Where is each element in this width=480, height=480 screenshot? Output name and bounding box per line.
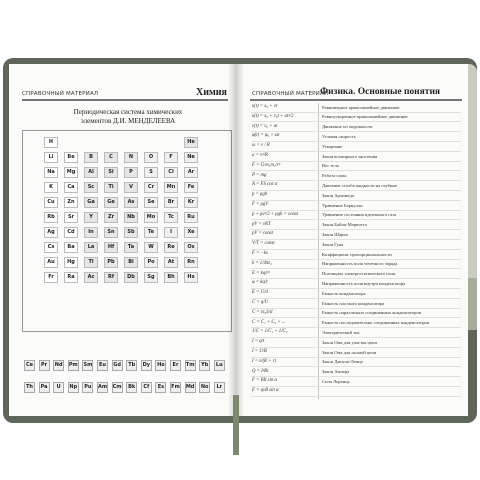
element-cell: Mg [64, 167, 78, 178]
formula-label: Емкость плоского конденсатора [322, 300, 385, 306]
element-cell: Sg [144, 272, 158, 283]
formula-label: Равномерное прямолинейное движение [322, 104, 400, 110]
formula-label: Угловая скорость [322, 133, 356, 139]
lanthanide-cell: Sm [82, 360, 93, 371]
formula-row-rule [251, 249, 461, 250]
element-cell: Nb [124, 212, 138, 223]
element-cell: Zr [104, 212, 118, 223]
actinide-cell: Cm [112, 382, 123, 393]
formula-row-rule [251, 180, 461, 181]
element-cell: Ba [64, 242, 78, 253]
left-header-small: СПРАВОЧНЫЙ МАТЕРИАЛ [22, 91, 99, 97]
formula: x(t) = x₀ + vt [252, 104, 278, 109]
formula-row-rule [251, 112, 461, 113]
formula-label: Работа силы [322, 173, 347, 179]
formula-row-rule [251, 396, 461, 397]
element-cell: Ar [184, 167, 198, 178]
element-cell: Cl [164, 167, 178, 178]
formula-label: Закон всемирного тяготения [322, 153, 378, 159]
formula: P = mg [252, 172, 267, 178]
formula: Q = I²Rt [252, 368, 269, 374]
periodic-table-title [28, 108, 228, 126]
element-cell: N [124, 152, 138, 163]
formula-label: Закон Ампера [322, 369, 350, 375]
element-cell: Tc [164, 212, 178, 223]
lanthanide-cell: Ce [24, 360, 35, 371]
formula-row-rule [251, 161, 461, 162]
formula-row-rule [251, 386, 461, 387]
element-cell: He [184, 137, 198, 148]
element-cell: Mo [144, 212, 158, 223]
right-header-title: Физика. Основные понятия [320, 87, 441, 97]
element-cell: Bi [124, 257, 138, 268]
formula: pV = νRT [252, 221, 271, 227]
element-cell: Rb [44, 212, 58, 223]
formula-row-rule [251, 357, 461, 358]
formula-row-rule [251, 288, 461, 289]
element-cell: Pb [104, 257, 118, 268]
formula-label: Напряженность поля точечного заряда [322, 261, 398, 267]
element-cell: Be [64, 152, 78, 163]
element-cell: Rf [104, 272, 118, 283]
actinide-cell: Pa [39, 382, 50, 393]
element-cell: O [144, 152, 158, 163]
formula-row-rule [251, 317, 461, 318]
element-cell: Au [44, 257, 58, 268]
actinide-cell: Es [155, 382, 166, 393]
formula-row-rule [251, 200, 461, 201]
element-cell: K [44, 182, 58, 193]
formula: C = εε₀S/d [252, 309, 273, 315]
element-cell: Sn [104, 227, 118, 238]
formula-row-rule [251, 229, 461, 230]
formula: a = v²/R [252, 153, 268, 158]
element-cell: I [164, 227, 178, 238]
formula-label: Емкость параллельно соединенных конденсаторов [322, 310, 421, 316]
actinide-cell: Cf [141, 382, 152, 393]
element-cell: Cr [144, 182, 158, 193]
element-cell: Po [144, 257, 158, 268]
formula-label: Закон Ома для полной цепи [322, 349, 377, 355]
element-cell: Tl [84, 257, 98, 268]
element-cell: Re [164, 242, 178, 253]
lanthanide-cell: Yb [199, 360, 210, 371]
formula-row-rule [251, 239, 461, 240]
element-cell: H [44, 137, 58, 148]
element-cell: Kr [184, 197, 198, 208]
element-cell: Cs [44, 242, 58, 253]
formula-label: Электрический ток [322, 329, 360, 335]
element-cell: Sb [124, 227, 138, 238]
element-cell: Ru [184, 212, 198, 223]
lanthanide-cell: Tm [185, 360, 196, 371]
formula-row-rule [251, 278, 461, 279]
formula: 1/C = 1/C₁ + 1/C₂ [252, 329, 288, 335]
formula-label: Напряженность поля внутри конденсатора [322, 280, 406, 286]
element-cell: Mn [164, 182, 178, 193]
element-cell: Hf [104, 242, 118, 253]
element-cell: F [164, 152, 178, 163]
formula-label: Потенциал электростатического поля [322, 271, 396, 277]
bookmark-ribbon [233, 395, 239, 455]
formula: C = C₁ + C₂ + ... [252, 319, 286, 325]
lanthanide-cell: Lu [214, 360, 225, 371]
actinide-cell: Md [185, 382, 196, 393]
formula: C = q/U [252, 300, 269, 305]
element-cell: La [84, 242, 98, 253]
formula: p = ρgh [252, 192, 268, 198]
formula-row-rule [251, 121, 461, 122]
formula-row-rule [251, 337, 461, 338]
periodic-table-title-line2: элементов Д.И. МЕНДЕЛЕЕВА [80, 117, 176, 125]
formula: I = q/t [252, 339, 265, 345]
formula-row-rule [251, 151, 461, 152]
formula-label: Вес тела [322, 163, 339, 169]
lanthanide-cell: Pr [39, 360, 50, 371]
spine-shadow [228, 64, 244, 416]
formula: k = 1/4πε₀ [252, 260, 272, 266]
formula-label: Коэффициент пропорциональности [322, 251, 392, 257]
element-cell: Db [124, 272, 138, 283]
formula-row-rule [251, 366, 461, 367]
element-cell: Li [44, 152, 58, 163]
formula-label: Закон Бойля-Мариотта [322, 222, 367, 228]
formula-label: Емкость последовательно соединенных конденсаторов [322, 320, 430, 326]
element-cell: Sc [84, 182, 98, 193]
left-header-title: Химия [196, 87, 227, 98]
element-cell: Ne [184, 152, 198, 163]
lanthanide-cell: Eu [97, 360, 108, 371]
lanthanide-cell: Ho [155, 360, 166, 371]
formula: F = G·m₁m₂/r² [252, 162, 281, 168]
formula-row-rule [251, 376, 461, 377]
actinide-cell: Am [97, 382, 108, 393]
actinide-cell: Lr [214, 382, 225, 393]
lanthanide-cell: Dy [141, 360, 152, 371]
actinide-cell: Th [24, 382, 35, 393]
formula: I = U/R [252, 349, 267, 354]
lanthanide-cell: Pm [68, 360, 79, 371]
element-cell: Fr [44, 272, 58, 283]
element-cell: S [144, 167, 158, 178]
formula-row-rule [251, 190, 461, 191]
element-cell: Bh [164, 272, 178, 283]
right-header-rule [250, 99, 462, 101]
element-cell: Cd [64, 227, 78, 238]
formula-row-rule [251, 308, 461, 309]
formula-row-rule [251, 298, 461, 299]
formula: E = U/d [252, 290, 268, 296]
formula-label: Сила Лоренца [322, 378, 350, 384]
element-cell: Ta [124, 242, 138, 253]
right-header-small: СПРАВОЧНЫЙ МАТЕРИАЛ [252, 91, 329, 97]
element-cell: P [124, 167, 138, 178]
formula: v(t) = v₀ + at [252, 123, 278, 129]
formula-divider [318, 103, 319, 399]
actinide-cell: Bk [126, 382, 137, 393]
formula-row-rule [251, 141, 461, 142]
element-cell: Xe [184, 227, 198, 238]
lanthanide-cell: Nd [53, 360, 64, 371]
periodic-table-title-line1: Периодическая система химических [73, 108, 183, 116]
formula-label: Емкость конденсатора [322, 290, 366, 296]
element-cell: In [84, 227, 98, 238]
formula-label: Закон Гука [322, 241, 344, 247]
actinide-cell: No [199, 382, 210, 393]
formula: E = kq/r² [252, 270, 270, 276]
formula-label: Движение по окружности [322, 124, 373, 130]
formula-label: Давление столба жидкости на глубине [322, 182, 397, 188]
formula-row-rule [251, 327, 461, 328]
element-cell: Br [164, 197, 178, 208]
element-cell: Ra [64, 272, 78, 283]
formula: A = FS cos α [252, 182, 278, 188]
element-cell: C [104, 152, 118, 163]
element-cell: Al [84, 167, 98, 178]
element-cell: Os [184, 242, 198, 253]
formula-row-rule [251, 210, 461, 211]
actinide-cell: U [53, 382, 64, 393]
formula-label: Закон Архимеда [322, 192, 354, 198]
element-cell: Hg [64, 257, 78, 268]
formula: p + ρv²/2 + ρgh = const [252, 211, 299, 217]
formula-label: Уравнение состояния идеального газа [322, 212, 396, 218]
actinide-cell: Pu [82, 382, 93, 393]
formula-row-rule [251, 347, 461, 348]
element-cell: Hs [184, 272, 198, 283]
formula-row-rule [251, 259, 461, 260]
formula: x(t) = x₀ + v₀t + at²/2 [252, 113, 294, 119]
element-cell: Ga [84, 197, 98, 208]
element-cell: Y [84, 212, 98, 223]
element-cell: V [124, 182, 138, 193]
element-cell: Rn [184, 257, 198, 268]
element-cell: As [124, 197, 138, 208]
formula: F = ρgV [252, 202, 269, 207]
formula-row-rule [251, 131, 461, 132]
formula-row-rule [251, 170, 461, 171]
formula: F = −kx [252, 251, 269, 256]
element-cell: Si [104, 167, 118, 178]
formula: φ = kq/r [252, 280, 269, 286]
formula-label: Уравнение Бернулли [322, 202, 363, 208]
element-cell: Cu [44, 197, 58, 208]
element-cell: Sr [64, 212, 78, 223]
element-cell: Te [144, 227, 158, 238]
lanthanide-cell: Gd [112, 360, 123, 371]
element-cell: Ac [84, 272, 98, 283]
formula-row-rule [251, 219, 461, 220]
formula: F = qvB sin α [252, 388, 279, 394]
formula-label: Закон Шарля [322, 231, 348, 237]
formula: φ(t) = φ₀ + ωt [252, 133, 280, 139]
formula: pV = const [252, 231, 274, 237]
lanthanide-cell: Er [170, 360, 181, 371]
element-cell: Zn [64, 197, 78, 208]
formula: I = ε/(R + r) [252, 358, 277, 364]
element-cell: B [84, 152, 98, 163]
actinide-cell: Fm [170, 382, 181, 393]
element-cell: Ag [44, 227, 58, 238]
formula: F = BIl sin α [252, 378, 277, 384]
formula-label: Равноускоренное прямолинейное движение [322, 114, 408, 120]
formula: ω = v / R [252, 143, 270, 149]
element-cell: At [164, 257, 178, 268]
element-cell: Na [44, 167, 58, 178]
lanthanide-cell: Tb [126, 360, 137, 371]
element-cell: Ca [64, 182, 78, 193]
actinide-cell: Np [68, 382, 79, 393]
formula-row-rule [251, 268, 461, 269]
element-cell: Ti [104, 182, 118, 193]
element-cell: Fe [184, 182, 198, 193]
element-cell: Ge [104, 197, 118, 208]
formula-label: Закон Ома для участка цепи [322, 339, 377, 345]
left-header-rule [22, 99, 228, 101]
element-cell: Se [144, 197, 158, 208]
element-cell: W [144, 242, 158, 253]
formula: V/T = const [252, 241, 275, 247]
formula-label: Ускорение [322, 143, 343, 149]
formula-label: Закон Джоуля-Ленца [322, 359, 363, 365]
